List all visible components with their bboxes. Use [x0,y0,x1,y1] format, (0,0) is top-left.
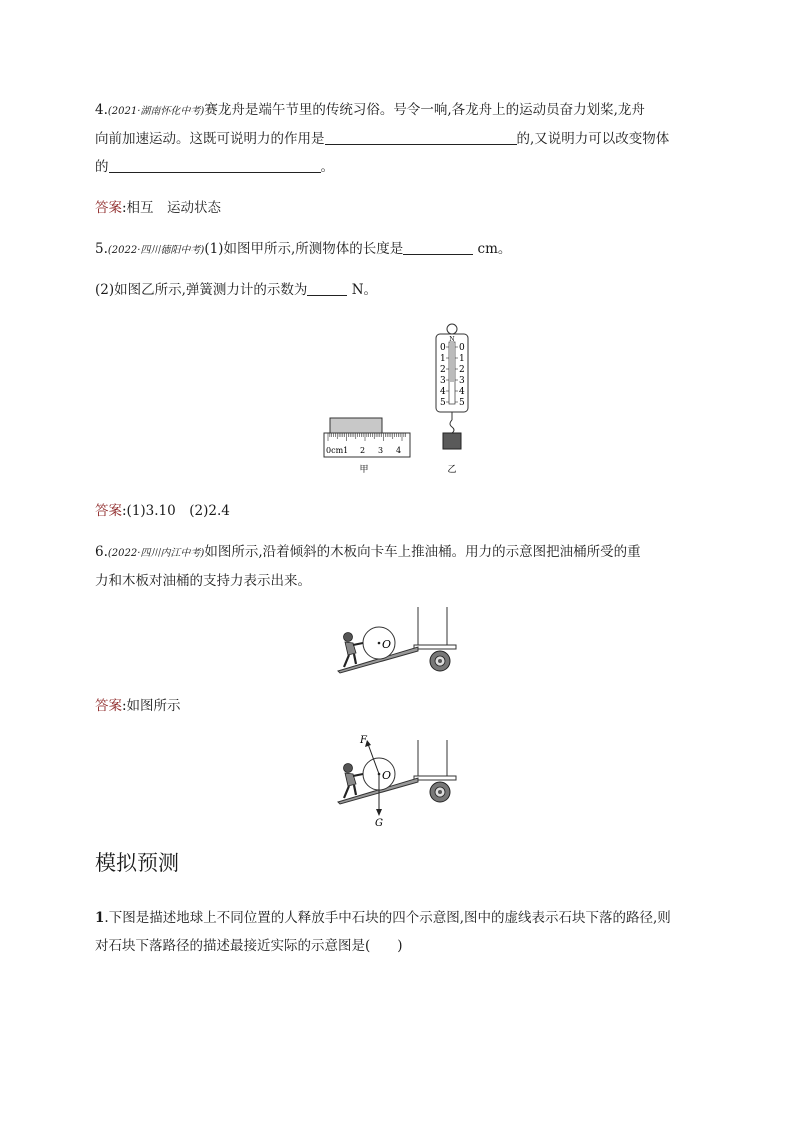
q4-text-line3-pre: 的 [95,159,109,175]
scale-number-right-0: 0 [459,343,465,353]
ruler [324,433,410,457]
scale-number-left-4: 4 [440,387,446,397]
ruler-tick-4: 4 [396,446,402,455]
q4-line3 [95,157,334,177]
q4-blank-1[interactable] [325,130,517,145]
q6-text-line1: 如图所示,沿着倾斜的木板向卡车上推油桶。用力的示意图把油桶所受的重 [204,544,641,560]
p1-line2 [95,936,403,956]
q6-line1: 6.(2022·四川内江中考)如图所示,沿着倾斜的木板向卡车上推油桶。用力的示意图把油桶所受的重 [95,544,641,560]
barrel-center-label: O [382,638,392,651]
q5-text-line2-post: N。 [347,282,378,298]
q5-figure [320,320,490,480]
q4-text-line2-pre: 向前加速运动。这既可说明力的作用是 [95,131,325,147]
scale-number-right-4: 4 [459,387,465,397]
q5-line1: 5.(2022·四川德阳中考)(1)如图甲所示,所测物体的长度是 cm。 [95,241,512,257]
ruler-caption: 甲 [359,465,369,475]
q4-answer [95,198,221,218]
q4-text-line3-post: 。 [320,159,334,175]
scale-unit: N [449,336,455,343]
q5-text-line1-pre: (1)如图甲所示,所测物体的长度是 [204,241,404,257]
scale-number-left-2: 2 [440,365,446,375]
q6-text-line2: 力和木板对油桶的支持力表示出来。 [95,573,311,589]
scale-number-right-3: 3 [459,376,465,386]
scale-number-left-0: 0 [440,343,446,353]
p1-text-line1: .下图是描述地球上不同位置的人释放手中石块的四个示意图,图中的虚线表示石块下落的路径,则 [104,910,671,926]
scale-caption: 乙 [447,465,457,475]
barrel-center-point [378,642,381,645]
gravity-label: G [375,818,383,829]
q4-answer-text: :相互 运动状态 [122,200,222,216]
section-title: 模拟预测 [95,851,179,875]
hanging-weight [443,433,461,449]
truck [414,740,456,802]
spring-scale [436,324,468,449]
q4-blank-2[interactable] [109,158,321,173]
q6-answer-figure [334,730,464,830]
support-force-label: F [360,735,367,746]
q6-source: (2022·四川内江中考) [107,548,205,559]
p1-number: 1 [95,910,105,926]
q6-number: 6 [95,544,104,560]
q6-answer [95,696,181,716]
q5-line2 [95,280,377,300]
worker-figure [344,633,364,668]
q6-answer-text: :如图所示 [122,698,181,714]
q6-figure [334,605,464,677]
q5-answer [95,501,230,521]
scale-number-right-5: 5 [459,398,465,408]
measured-block [330,418,382,433]
q5-blank-1[interactable] [403,240,473,255]
truck [414,607,456,671]
q4-line2 [95,129,669,149]
q6-answer-label: 答案 [95,698,122,714]
p1-line1 [95,908,671,928]
q4-answer-label: 答案 [95,200,122,216]
barrel-center-label: O [382,769,392,782]
gravity-arrowhead [376,809,382,816]
q4-number: 4 [95,102,104,118]
q4-line1: 4.(2021·湖南怀化中考)赛龙舟是端午节里的传统习俗。号令一响,各龙舟上的运动员奋力划桨,龙舟 [95,102,645,118]
scale-number-left-5: 5 [440,398,446,408]
q5-blank-2[interactable] [307,281,347,296]
ruler-tick-0: 0cm1 [326,446,349,455]
scale-number-left-3: 3 [440,376,446,386]
ruler-tick-2: 2 [360,446,366,455]
q4-text-line1: 赛龙舟是端午节里的传统习俗。号令一响,各龙舟上的运动员奋力划桨,龙舟 [204,102,645,118]
q6-line2 [95,571,311,591]
q4-source: (2021·湖南怀化中考) [107,106,205,117]
p1-text-line2: 对石块下落路径的描述最接近实际的示意图是( ) [95,938,403,954]
q5-answer-label: 答案 [95,503,122,519]
scale-number-right-1: 1 [459,354,465,364]
q5-number: 5 [95,241,104,257]
q4-text-line2-post: 的,又说明力可以改变物体 [516,131,670,147]
scale-number-left-1: 1 [440,354,446,364]
q5-answer-text: :(1)3.10 (2)2.4 [122,503,230,519]
q5-text-line2-pre: (2)如图乙所示,弹簧测力计的示数为 [95,282,308,298]
q5-text-line1-post: cm。 [473,241,512,257]
q5-source: (2022·四川德阳中考) [107,245,205,256]
ruler-tick-3: 3 [378,446,384,455]
scale-number-right-2: 2 [459,365,465,375]
worker-figure [344,764,364,799]
